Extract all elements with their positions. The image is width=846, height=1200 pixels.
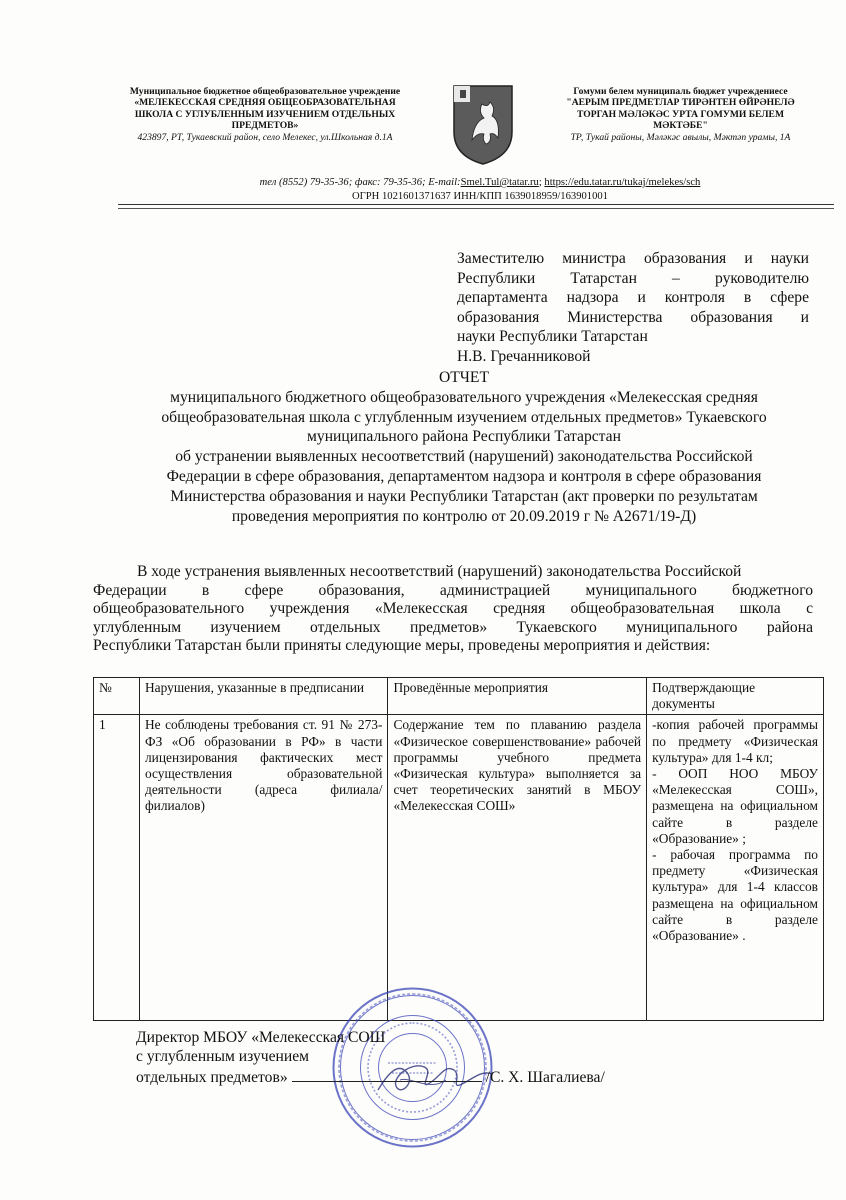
- phone: тел (8552) 79-35-36;: [259, 177, 353, 188]
- report-title-line: Федерации в сфере образования, департаментом надзора и контроля в сфере образования: [166, 467, 762, 485]
- intro-paragraph: [93, 563, 813, 656]
- ogrn-inn: ОГРН 1021601371637 ИНН/КПП 1639018959/163901001: [352, 190, 608, 202]
- report-title-line: Министерства образования и науки Республики Татарстан (акт проверки по результатам: [170, 487, 758, 505]
- org-address-tt: ТР, Тукай районы, Мәләкәс авылы, Мәктәп урамы, 1А: [570, 131, 791, 143]
- table-row: [94, 715, 824, 1021]
- org-name-ru-line1: Муниципальное бюджетное общеобразовательное учреждение: [129, 86, 401, 97]
- website-link[interactable]: https://edu.tatar.ru/tukaj/melekes/sch: [544, 177, 701, 188]
- addressee-line: департамента надзора и контроля в сфере: [457, 289, 809, 307]
- col-header-documents: Подтверждающие документы: [647, 678, 824, 715]
- intro-line: Республики Татарстан были приняты следующие меры, проведены мероприятия и действия:: [93, 637, 711, 655]
- table-header-row: [94, 678, 824, 715]
- email-label: E-mail:: [428, 177, 461, 188]
- org-name-ru-line3: ШКОЛА С УГЛУБЛЕННЫМ ИЗУЧЕНИЕМ ОТДЕЛЬНЫХ: [134, 108, 396, 120]
- header-divider: [118, 204, 834, 205]
- contact-info: тел (8552) 79-35-36; факс: 79-35-36; E-mail:Smel.Tul@tatar.ru; https://edu.tatar.ru/tukaj/melekes/sch ОГРН 1021601371637 ИНН/КПП 1639018959/163901001: [150, 176, 810, 203]
- addressee-line: науки Республики Татарстан: [457, 328, 648, 346]
- fax: факс: 79-35-36;: [354, 177, 426, 188]
- report-title-line: муниципального бюджетного общеобразовательного учреждения «Мелекесская средняя: [170, 388, 758, 406]
- report-title-line: общеобразовательная школа с углубленным изучением отдельных предметов» Тукаевского: [161, 408, 767, 426]
- org-address-ru: 423897, РТ, Тукаевский район, село Мелекес, ул.Школьная д.1А: [137, 131, 393, 143]
- document-item: - рабочая программа по предмету «Физическая культура» для 1-4 классов размещена на официальном сайте в разделе «Образование» .: [652, 847, 818, 944]
- col-header-num: №: [94, 678, 140, 715]
- intro-line: Федерации в сфере образования, администрацией муниципального бюджетного: [93, 581, 813, 599]
- header-right-block: [528, 86, 833, 143]
- addressee-line: образования Министерства образования и: [457, 308, 809, 326]
- signature-block: [136, 1028, 656, 1087]
- report-title-line: проведения мероприятия по контролю от 20.09.2019 г № А2671/19-Д): [231, 507, 697, 525]
- header-left-block: [100, 86, 430, 143]
- addressee-name: Н.В. Гречанниковой: [457, 347, 591, 365]
- header-divider-thin: [118, 208, 834, 209]
- addressee-line: Заместителю министра образования и науки: [457, 250, 809, 267]
- intro-line: углубленным изучением отдельных предметов» Тукаевского муниципального района: [93, 618, 813, 636]
- org-name-ru-line2: «МЕЛЕКЕССКАЯ СРЕДНЯЯ ОБЩЕОБРАЗОВАТЕЛЬНАЯ: [134, 97, 396, 109]
- report-heading: ОТЧЕТ: [439, 369, 489, 386]
- org-name-tt-line3: ТОРГАН МӘЛӘКӘС УРТА ГОМУМИ БЕЛЕМ: [576, 108, 784, 120]
- report-title-line: об устранении выявленных несоответствий (нарушений) законодательства Российской: [175, 448, 753, 466]
- row-documents: [647, 715, 824, 1021]
- col-header-measures: Проведённые мероприятия: [388, 678, 647, 715]
- col-header-violations: Нарушения, указанные в предписании: [140, 678, 388, 715]
- report-title-line: муниципального района Республики Татарстан: [307, 428, 621, 446]
- coat-of-arms-emblem: [450, 82, 516, 166]
- report-title-block: [108, 368, 820, 526]
- org-name-tt-line2: "АЕРЫМ ПРЕДМЕТЛАР ТИРӘНТЕН ӨЙРӘНЕЛӘ: [566, 97, 795, 109]
- director-title-line: с углубленным изучением: [136, 1048, 309, 1066]
- org-name-tt-line1: Гомуми белем муниципаль бюджет учреждениесе: [573, 86, 788, 97]
- row-number: 1: [94, 715, 140, 1021]
- document-item: -копия рабочей программы по предмету «Физическая культура» для 1-4 кл;: [652, 717, 818, 765]
- row-measure: Содержание тем по плаванию раздела «Физическое совершенствование» рабочей программы учебного предмета «Физическая культура» выполняется за счет теоретических занятий в МБОУ «Мелекесская СОШ»: [388, 715, 647, 1021]
- org-name-ru-line4: ПРЕДМЕТОВ»: [231, 120, 299, 132]
- addressee-block: [457, 249, 809, 367]
- director-name: /С. Х. Шагалиева/: [485, 1068, 605, 1086]
- intro-line: общеобразовательного учреждения «Мелекесская средняя общеобразовательная школа с: [93, 600, 813, 618]
- intro-line: В ходе устранения выявленных несоответствий (нарушений) законодательства Российской: [137, 563, 742, 580]
- signature-line: [292, 1067, 482, 1082]
- director-title-line: отдельных предметов»: [136, 1068, 288, 1086]
- addressee-line: Республики Татарстан – руководителю: [457, 269, 809, 287]
- measures-table: [93, 677, 824, 1021]
- row-violation: Не соблюдены требования ст. 91 № 273-ФЗ «Об образовании в РФ» в части лицензирования фактических мест осуществления образовательной деятельности (адреса филиала/филиалов): [140, 715, 388, 1021]
- document-item: - ООП НОО МБОУ «Мелекесская СОШ», размещена на официальном сайте в разделе «Образование» ;: [652, 766, 818, 846]
- org-name-tt-line4: МӘКТӘБЕ": [653, 120, 708, 132]
- email-link[interactable]: Smel.Tul@tatar.ru: [460, 177, 539, 188]
- director-title-line: Директор МБОУ «Мелекесская СОШ: [136, 1029, 386, 1046]
